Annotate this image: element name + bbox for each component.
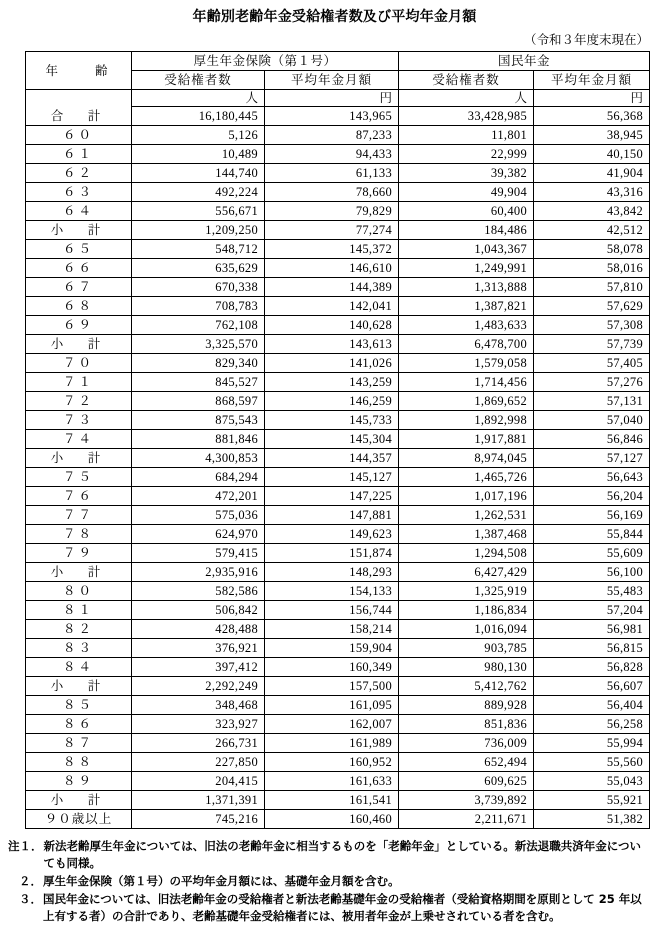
- cell-kokumin-recipients: 1,016,094: [399, 620, 534, 639]
- row-age-label: 合 計: [26, 107, 132, 126]
- cell-kokumin-recipients: 889,928: [399, 696, 534, 715]
- header-kosei-recipients: 受給権者数: [132, 71, 265, 90]
- footnote-label: ２．: [19, 874, 42, 888]
- cell-kosei-recipients: 845,527: [132, 373, 265, 392]
- table-header: [26, 52, 650, 90]
- cell-kosei-avg-monthly: 161,633: [265, 772, 399, 791]
- cell-kosei-recipients: 5,126: [132, 126, 265, 145]
- cell-kokumin-recipients: 22,999: [399, 145, 534, 164]
- cell-kokumin-avg-monthly: 43,842: [534, 202, 650, 221]
- cell-kosei-avg-monthly: 143,613: [265, 335, 399, 354]
- header-group-kosei: 厚生年金保険（第１号）: [132, 52, 399, 71]
- cell-kokumin-recipients: 609,625: [399, 772, 534, 791]
- pension-statistics-table: [25, 51, 650, 829]
- table-row: [26, 506, 650, 525]
- cell-kosei-recipients: 472,201: [132, 487, 265, 506]
- cell-kokumin-avg-monthly: 56,981: [534, 620, 650, 639]
- cell-kosei-recipients: 708,783: [132, 297, 265, 316]
- table-row: [26, 221, 650, 240]
- cell-kokumin-avg-monthly: 42,512: [534, 221, 650, 240]
- cell-kosei-recipients: 397,412: [132, 658, 265, 677]
- table-row: [26, 810, 650, 829]
- table-row: [26, 734, 650, 753]
- cell-kosei-recipients: 684,294: [132, 468, 265, 487]
- table-row: [26, 145, 650, 164]
- cell-kosei-avg-monthly: 143,259: [265, 373, 399, 392]
- cell-kosei-avg-monthly: 145,372: [265, 240, 399, 259]
- cell-kokumin-avg-monthly: 43,316: [534, 183, 650, 202]
- cell-kosei-recipients: 1,209,250: [132, 221, 265, 240]
- row-age-label: ６８: [26, 297, 132, 316]
- cell-kosei-recipients: 204,415: [132, 772, 265, 791]
- cell-kokumin-avg-monthly: 55,609: [534, 544, 650, 563]
- row-age-label: ６２: [26, 164, 132, 183]
- row-age-label: ７７: [26, 506, 132, 525]
- cell-kokumin-recipients: 903,785: [399, 639, 534, 658]
- cell-kokumin-avg-monthly: 57,810: [534, 278, 650, 297]
- row-age-label: ６７: [26, 278, 132, 297]
- cell-kosei-recipients: 2,935,916: [132, 563, 265, 582]
- table-row: [26, 639, 650, 658]
- cell-kokumin-avg-monthly: 58,016: [534, 259, 650, 278]
- row-age-label: ８９: [26, 772, 132, 791]
- cell-kosei-avg-monthly: 146,259: [265, 392, 399, 411]
- table-row: [26, 772, 650, 791]
- cell-kokumin-recipients: 6,427,429: [399, 563, 534, 582]
- cell-kokumin-recipients: 1,714,456: [399, 373, 534, 392]
- table-row: [26, 620, 650, 639]
- table-row: [26, 316, 650, 335]
- cell-kosei-recipients: 492,224: [132, 183, 265, 202]
- cell-kokumin-avg-monthly: 56,204: [534, 487, 650, 506]
- cell-kokumin-recipients: 6,478,700: [399, 335, 534, 354]
- table-row: [26, 107, 650, 126]
- cell-kosei-avg-monthly: 156,744: [265, 601, 399, 620]
- cell-kokumin-recipients: 1,387,468: [399, 525, 534, 544]
- table-row: [26, 297, 650, 316]
- header-age: 年 齢: [26, 52, 132, 90]
- cell-kokumin-avg-monthly: 57,629: [534, 297, 650, 316]
- cell-kosei-avg-monthly: 141,026: [265, 354, 399, 373]
- cell-kosei-avg-monthly: 142,041: [265, 297, 399, 316]
- cell-kosei-avg-monthly: 161,095: [265, 696, 399, 715]
- cell-kosei-avg-monthly: 160,460: [265, 810, 399, 829]
- cell-kosei-recipients: 3,325,570: [132, 335, 265, 354]
- cell-kokumin-recipients: 11,801: [399, 126, 534, 145]
- statistics-table-container: [25, 51, 649, 829]
- row-age-label: ８７: [26, 734, 132, 753]
- row-age-label: ６４: [26, 202, 132, 221]
- cell-kosei-recipients: 762,108: [132, 316, 265, 335]
- row-age-label: ８１: [26, 601, 132, 620]
- cell-kokumin-avg-monthly: 56,169: [534, 506, 650, 525]
- cell-kosei-recipients: 376,921: [132, 639, 265, 658]
- footnote-label: 注１．: [8, 839, 43, 853]
- cell-kosei-recipients: 556,671: [132, 202, 265, 221]
- table-row: [26, 544, 650, 563]
- cell-kosei-avg-monthly: 79,829: [265, 202, 399, 221]
- table-row: [26, 677, 650, 696]
- table-row: [26, 525, 650, 544]
- row-age-label: ７５: [26, 468, 132, 487]
- cell-kokumin-avg-monthly: 58,078: [534, 240, 650, 259]
- table-row: [26, 126, 650, 145]
- cell-kosei-avg-monthly: 145,127: [265, 468, 399, 487]
- cell-kosei-avg-monthly: 144,357: [265, 449, 399, 468]
- cell-kosei-avg-monthly: 154,133: [265, 582, 399, 601]
- unit-kokumin-avg: 円: [534, 90, 650, 107]
- cell-kokumin-recipients: 1,465,726: [399, 468, 534, 487]
- cell-kokumin-avg-monthly: 56,828: [534, 658, 650, 677]
- cell-kokumin-recipients: 8,974,045: [399, 449, 534, 468]
- row-age-label: ６６: [26, 259, 132, 278]
- cell-kokumin-recipients: 39,382: [399, 164, 534, 183]
- table-row: [26, 240, 650, 259]
- cell-kokumin-recipients: 1,579,058: [399, 354, 534, 373]
- cell-kosei-recipients: 875,543: [132, 411, 265, 430]
- row-age-label: 小 計: [26, 791, 132, 810]
- cell-kosei-recipients: 428,488: [132, 620, 265, 639]
- table-row: [26, 278, 650, 297]
- header-kosei-avg-monthly: 平均年金月額: [265, 71, 399, 90]
- cell-kosei-avg-monthly: 145,304: [265, 430, 399, 449]
- cell-kokumin-avg-monthly: 57,040: [534, 411, 650, 430]
- row-age-label: ７６: [26, 487, 132, 506]
- cell-kosei-recipients: 266,731: [132, 734, 265, 753]
- cell-kosei-avg-monthly: 161,541: [265, 791, 399, 810]
- unit-kosei-recipients: 人: [132, 90, 265, 107]
- table-row: [26, 563, 650, 582]
- cell-kosei-avg-monthly: 145,733: [265, 411, 399, 430]
- cell-kosei-avg-monthly: 87,233: [265, 126, 399, 145]
- row-age-label: ６１: [26, 145, 132, 164]
- table-row: [26, 582, 650, 601]
- row-age-label: ８２: [26, 620, 132, 639]
- footnote-text: 新法老齢厚生年金については、旧法の老齢年金に相当するものを「老齢年金」としている。新法退職共済年金についても同様。: [43, 839, 642, 870]
- row-age-label: ７４: [26, 430, 132, 449]
- as-of-date: （令和３年度末現在）: [523, 32, 649, 47]
- cell-kokumin-recipients: 60,400: [399, 202, 534, 221]
- row-age-label: 小 計: [26, 335, 132, 354]
- row-age-label: 小 計: [26, 221, 132, 240]
- cell-kosei-avg-monthly: 140,628: [265, 316, 399, 335]
- cell-kosei-recipients: 579,415: [132, 544, 265, 563]
- cell-kosei-avg-monthly: 157,500: [265, 677, 399, 696]
- row-age-label: ８５: [26, 696, 132, 715]
- cell-kosei-avg-monthly: 161,989: [265, 734, 399, 753]
- cell-kokumin-recipients: 49,904: [399, 183, 534, 202]
- cell-kokumin-recipients: 3,739,892: [399, 791, 534, 810]
- cell-kokumin-recipients: 1,869,652: [399, 392, 534, 411]
- cell-kosei-avg-monthly: 151,874: [265, 544, 399, 563]
- cell-kosei-avg-monthly: 61,133: [265, 164, 399, 183]
- cell-kosei-recipients: 548,712: [132, 240, 265, 259]
- cell-kosei-recipients: 506,842: [132, 601, 265, 620]
- cell-kosei-recipients: 4,300,853: [132, 449, 265, 468]
- cell-kokumin-avg-monthly: 41,904: [534, 164, 650, 183]
- cell-kokumin-avg-monthly: 55,483: [534, 582, 650, 601]
- header-row-groups: [26, 52, 650, 71]
- unit-kokumin-recipients: 人: [399, 90, 534, 107]
- row-age-label: ６５: [26, 240, 132, 259]
- cell-kokumin-recipients: 5,412,762: [399, 677, 534, 696]
- cell-kosei-recipients: 582,586: [132, 582, 265, 601]
- cell-kosei-avg-monthly: 162,007: [265, 715, 399, 734]
- cell-kokumin-avg-monthly: 56,607: [534, 677, 650, 696]
- cell-kokumin-avg-monthly: 56,368: [534, 107, 650, 126]
- cell-kokumin-avg-monthly: 57,204: [534, 601, 650, 620]
- cell-kosei-recipients: 575,036: [132, 506, 265, 525]
- cell-kosei-recipients: 829,340: [132, 354, 265, 373]
- row-age-label: ７１: [26, 373, 132, 392]
- cell-kosei-avg-monthly: 158,214: [265, 620, 399, 639]
- cell-kokumin-avg-monthly: 57,131: [534, 392, 650, 411]
- cell-kokumin-recipients: 1,387,821: [399, 297, 534, 316]
- cell-kokumin-avg-monthly: 56,258: [534, 715, 650, 734]
- cell-kokumin-recipients: 1,483,633: [399, 316, 534, 335]
- cell-kosei-recipients: 745,216: [132, 810, 265, 829]
- row-age-label: ８４: [26, 658, 132, 677]
- cell-kokumin-recipients: 1,262,531: [399, 506, 534, 525]
- table-row: [26, 335, 650, 354]
- cell-kokumin-recipients: 652,494: [399, 753, 534, 772]
- table-row: [26, 753, 650, 772]
- cell-kosei-recipients: 348,468: [132, 696, 265, 715]
- cell-kosei-avg-monthly: 78,660: [265, 183, 399, 202]
- cell-kokumin-recipients: 851,836: [399, 715, 534, 734]
- cell-kosei-avg-monthly: 143,965: [265, 107, 399, 126]
- unit-kosei-avg: 円: [265, 90, 399, 107]
- footnote-item: [8, 873, 649, 890]
- cell-kosei-avg-monthly: 148,293: [265, 563, 399, 582]
- unit-row: [26, 90, 650, 107]
- cell-kosei-recipients: 670,338: [132, 278, 265, 297]
- cell-kokumin-recipients: 184,486: [399, 221, 534, 240]
- header-group-kokumin: 国民年金: [399, 52, 650, 71]
- row-age-label: ７０: [26, 354, 132, 373]
- cell-kosei-recipients: 1,371,391: [132, 791, 265, 810]
- cell-kokumin-recipients: 33,428,985: [399, 107, 534, 126]
- cell-kokumin-recipients: 1,325,919: [399, 582, 534, 601]
- cell-kosei-avg-monthly: 146,610: [265, 259, 399, 278]
- table-row: [26, 164, 650, 183]
- table-row: [26, 487, 650, 506]
- table-row: [26, 696, 650, 715]
- cell-kokumin-recipients: 2,211,671: [399, 810, 534, 829]
- cell-kokumin-recipients: 1,017,196: [399, 487, 534, 506]
- cell-kokumin-avg-monthly: 57,276: [534, 373, 650, 392]
- cell-kokumin-recipients: 1,892,998: [399, 411, 534, 430]
- cell-kosei-avg-monthly: 147,881: [265, 506, 399, 525]
- cell-kokumin-avg-monthly: 38,945: [534, 126, 650, 145]
- table-row: [26, 791, 650, 810]
- cell-kokumin-recipients: 1,313,888: [399, 278, 534, 297]
- row-age-label: ８０: [26, 582, 132, 601]
- footnote-text: 厚生年金保険（第１号）の平均年金月額には、基礎年金月額を含む。: [43, 874, 400, 888]
- cell-kokumin-avg-monthly: 55,043: [534, 772, 650, 791]
- row-age-label: ６０: [26, 126, 132, 145]
- table-row: [26, 354, 650, 373]
- footnote-item: [8, 838, 649, 872]
- row-age-label: ６９: [26, 316, 132, 335]
- table-row: [26, 449, 650, 468]
- row-age-label: ９０歳以上: [26, 810, 132, 829]
- cell-kosei-avg-monthly: 159,904: [265, 639, 399, 658]
- cell-kosei-recipients: 323,927: [132, 715, 265, 734]
- cell-kosei-avg-monthly: 160,349: [265, 658, 399, 677]
- cell-kokumin-avg-monthly: 55,844: [534, 525, 650, 544]
- cell-kosei-recipients: 144,740: [132, 164, 265, 183]
- header-kokumin-recipients: 受給権者数: [399, 71, 534, 90]
- cell-kokumin-avg-monthly: 55,994: [534, 734, 650, 753]
- cell-kosei-recipients: 635,629: [132, 259, 265, 278]
- cell-kokumin-avg-monthly: 57,308: [534, 316, 650, 335]
- cell-kosei-avg-monthly: 144,389: [265, 278, 399, 297]
- cell-kokumin-avg-monthly: 57,405: [534, 354, 650, 373]
- row-age-label: ７８: [26, 525, 132, 544]
- table-row: [26, 392, 650, 411]
- cell-kosei-recipients: 227,850: [132, 753, 265, 772]
- page-title: 年齢別老齢年金受給権者数及び平均年金月額: [192, 9, 477, 25]
- table-row: [26, 202, 650, 221]
- cell-kosei-recipients: 2,292,249: [132, 677, 265, 696]
- row-age-label: 小 計: [26, 449, 132, 468]
- row-age-label: ７９: [26, 544, 132, 563]
- table-row: [26, 658, 650, 677]
- row-age-label: ７２: [26, 392, 132, 411]
- cell-kokumin-avg-monthly: 40,150: [534, 145, 650, 164]
- footnote-text: 国民年金については、旧法老齢年金の受給権者と新法老齢基礎年金の受給権者（受給資格期間を原則として 25 年以上有する者）の合計であり、老齢基礎年金受給権者には、被用者年金が上乗せされている者を含む。: [43, 892, 642, 923]
- cell-kosei-avg-monthly: 160,952: [265, 753, 399, 772]
- table-row: [26, 373, 650, 392]
- cell-kokumin-avg-monthly: 57,127: [534, 449, 650, 468]
- footnotes: [8, 838, 649, 925]
- cell-kosei-avg-monthly: 77,274: [265, 221, 399, 240]
- cell-kokumin-recipients: 736,009: [399, 734, 534, 753]
- table-row: [26, 715, 650, 734]
- cell-kokumin-avg-monthly: 57,739: [534, 335, 650, 354]
- table-row: [26, 259, 650, 278]
- row-age-label: ８３: [26, 639, 132, 658]
- footnote-item: [8, 891, 649, 925]
- cell-kosei-avg-monthly: 149,623: [265, 525, 399, 544]
- table-row: [26, 183, 650, 202]
- cell-kokumin-recipients: 1,043,367: [399, 240, 534, 259]
- row-age-label: 小 計: [26, 563, 132, 582]
- cell-kokumin-recipients: 1,186,834: [399, 601, 534, 620]
- cell-kokumin-recipients: 1,917,881: [399, 430, 534, 449]
- cell-kokumin-avg-monthly: 56,404: [534, 696, 650, 715]
- cell-kokumin-avg-monthly: 55,921: [534, 791, 650, 810]
- cell-kokumin-recipients: 980,130: [399, 658, 534, 677]
- table-row: [26, 411, 650, 430]
- cell-kokumin-avg-monthly: 56,846: [534, 430, 650, 449]
- cell-kokumin-avg-monthly: 56,100: [534, 563, 650, 582]
- cell-kokumin-recipients: 1,249,991: [399, 259, 534, 278]
- cell-kokumin-avg-monthly: 51,382: [534, 810, 650, 829]
- row-age-label: 小 計: [26, 677, 132, 696]
- row-age-label: ８８: [26, 753, 132, 772]
- cell-kosei-recipients: 10,489: [132, 145, 265, 164]
- cell-kokumin-avg-monthly: 55,560: [534, 753, 650, 772]
- cell-kokumin-recipients: 1,294,508: [399, 544, 534, 563]
- header-kokumin-avg-monthly: 平均年金月額: [534, 71, 650, 90]
- cell-kosei-recipients: 881,846: [132, 430, 265, 449]
- row-age-label: ６３: [26, 183, 132, 202]
- table-row: [26, 601, 650, 620]
- cell-kosei-avg-monthly: 94,433: [265, 145, 399, 164]
- cell-kosei-recipients: 16,180,445: [132, 107, 265, 126]
- table-body: [26, 90, 650, 829]
- row-age-label: ８６: [26, 715, 132, 734]
- unit-row-age-blank: [26, 90, 132, 107]
- cell-kosei-avg-monthly: 147,225: [265, 487, 399, 506]
- row-age-label: ７３: [26, 411, 132, 430]
- cell-kokumin-avg-monthly: 56,815: [534, 639, 650, 658]
- cell-kosei-recipients: 624,970: [132, 525, 265, 544]
- cell-kokumin-avg-monthly: 56,643: [534, 468, 650, 487]
- footnote-label: ３．: [19, 892, 42, 906]
- table-row: [26, 468, 650, 487]
- table-row: [26, 430, 650, 449]
- cell-kosei-recipients: 868,597: [132, 392, 265, 411]
